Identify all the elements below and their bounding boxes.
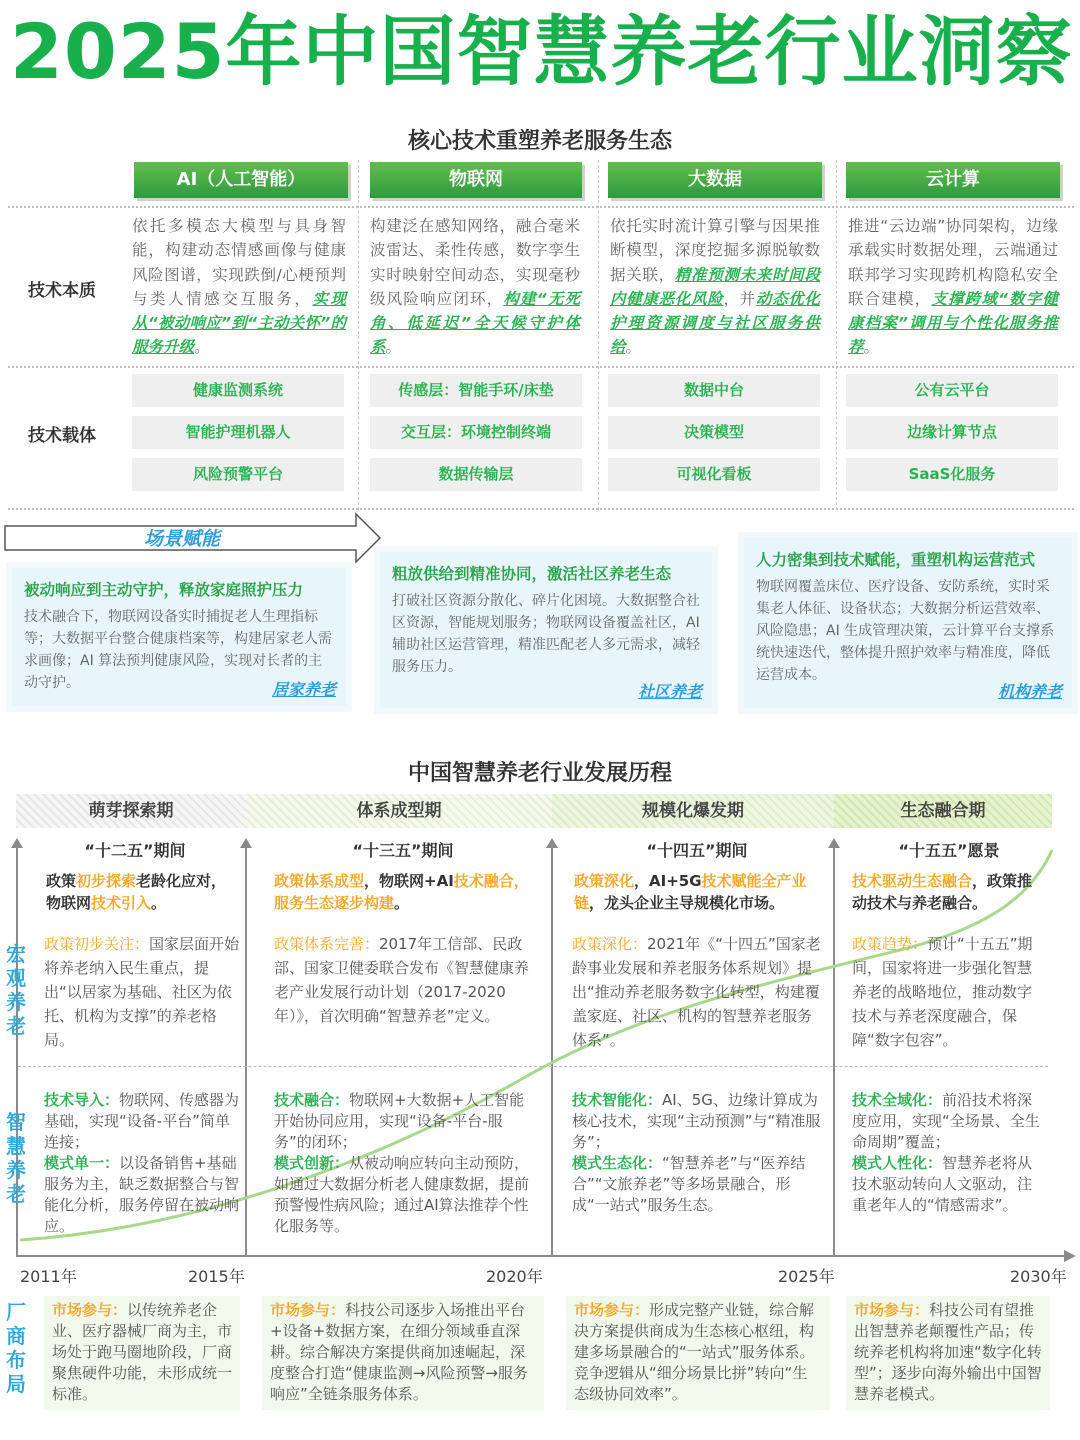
page-title: 2025年中国智慧养老行业洞察	[10, 7, 1073, 96]
tech-head-cloud: 云计算	[846, 162, 1060, 198]
year-label: 2025年	[778, 1267, 835, 1286]
phase-1: 萌芽探索期	[16, 794, 246, 828]
year-label: 2011年	[20, 1267, 77, 1286]
tech-section-title: 核心技术重塑养老服务生态	[407, 129, 672, 154]
market-box: 市场参与：科技公司有望推出智慧养老颠覆性产品；传统养老机构将加速“数字化转型”；逐步向海外输出中国智慧养老模式。	[846, 1296, 1050, 1410]
carrier-item: 数据传输层	[370, 458, 582, 491]
market-box: 市场参与：形成完整产业链，综合解决方案提供商成为生态核心枢纽，构建多场景融合的“一站式”服务体系。竞争逻辑从“细分场景比拼”转向“生态级协同效率”。	[566, 1296, 830, 1410]
market-box: 市场参与：以传统养老企业、医疗器械厂商为主，市场处于跑马圈地阶段，厂商聚焦硬件功能，未形成统一标准。	[44, 1296, 240, 1410]
smart-text: 技术智能化：AI、5G、边缘计算成为核心技术，实现“主动预测”与“精准服务”； 模式生态化：“智慧养老”与“医养结合”“文旅养老”等多场景融合，形成“一站式”服务生态。	[572, 1091, 821, 1214]
side-label-macro: 宏观养老	[6, 942, 26, 1038]
row-label-essence: 技术本质	[28, 281, 96, 301]
year-label: 2020年	[486, 1267, 543, 1286]
phase-3: 规模化爆发期	[552, 794, 834, 828]
scene-body: 打破社区资源分散化、碎片化困境。大数据整合社区资源，智能规划服务；物联网设备覆盖社区，AI 辅助社区运营管理，精准匹配老人多元需求，减轻服务压力。	[392, 593, 700, 675]
tech-head-ai: AI（人工智能）	[134, 162, 348, 198]
period-label: “十四五”期间	[646, 841, 748, 860]
macro-text: 政策深化：2021年《“十四五”国家老龄事业发展和养老服务体系规划》提出“推动养老服务数字化转型，构建覆盖家庭、社区、机构的智慧养老服务体系”。	[572, 935, 821, 1049]
essence-iot: 构建泛在感知网络，融合毫米波雷达、柔性传感，数字孪生实时映射空间动态，实现毫秒级风险响应闭环，构建“无死角、低延迟”全天候守护体系。	[370, 217, 580, 357]
carrier-item: 智能护理机器人	[132, 416, 344, 449]
scene-card-institution	[744, 538, 1072, 708]
period-lead: 政策深化，AI+5G技术赋能全产业链，龙头企业主导规模化市场。	[574, 872, 807, 912]
history-section-title: 中国智慧养老行业发展历程	[407, 761, 672, 786]
phase-2: 体系成型期	[246, 794, 552, 828]
carrier-item: 健康监测系统	[132, 374, 344, 407]
scene-heading: 粗放供给到精准协同，激活社区养老生态	[392, 565, 672, 583]
macro-text: 政策趋势：预计“十五五”期间，国家将进一步强化智慧养老的战略地位，推动数字技术与养老深度融合，保障“数字包容”。	[852, 935, 1033, 1049]
smart-text: 技术导入：物联网、传感器为基础，实现“设备-平台”简单连接； 模式单一：以设备销售+基础服务为主，缺乏数据整合与智能化分析，服务停留在被动响应。	[44, 1091, 240, 1235]
period-lead: 政策初步探索老龄化应对，物联网技术引入。	[46, 872, 227, 912]
period-label: “十二五”期间	[84, 841, 186, 860]
carrier-item: 决策模型	[608, 416, 820, 449]
tech-head-bigdata: 大数据	[608, 162, 822, 198]
carrier-item: 交互层：环境控制终端	[370, 416, 582, 449]
market-box: 市场参与：科技公司逐步入场推出平台+设备+数据方案，在细分领域垂直深耕。综合解决方案提供商加速崛起，深度整合打造“健康监测→风险预警→服务响应”全链条服务体系。	[262, 1296, 544, 1410]
scene-body: 物联网覆盖床位、医疗设备、安防系统，实时采集老人体征、设备状态；大数据分析运营效率、风险隐患；AI 生成管理决策，云计算平台支撑系统快速迭代，整体提升照护效率与精准度，降低运营成本。	[756, 579, 1055, 683]
carrier-item: 可视化看板	[608, 458, 820, 491]
phase-4: 生态融合期	[834, 794, 1052, 828]
year-label: 2030年	[1010, 1267, 1067, 1286]
scene-body: 技术融合下，物联网设备实时捕捉老人生理指标等；大数据平台整合健康档案等，构建居家老人需求画像；AI 算法预判健康风险，实现对长者的主动守护。	[24, 609, 332, 691]
scene-heading: 人力密集到技术赋能，重塑机构运营范式	[756, 551, 1036, 569]
scene-tag: 机构养老	[997, 682, 1062, 701]
scene-card-home	[12, 568, 346, 706]
scene-card-community	[380, 552, 712, 708]
side-label-market: 厂商布局	[6, 1300, 26, 1396]
macro-text: 政策初步关注：国家层面开始将养老纳入民生重点，提出“以居家为基础、社区为依托、机构为支撑”的养老格局。	[44, 935, 240, 1049]
scene-tag: 社区养老	[637, 682, 702, 701]
period-label: “十五五”愿景	[898, 841, 1000, 860]
period-lead: 技术驱动生态融合，政策推动技术与养老融合。	[852, 872, 1033, 912]
carrier-item: 边缘计算节点	[846, 416, 1058, 449]
macro-text: 政策体系完善：2017年工信部、民政部、国家卫健委联合发布《智慧健康养老产业发展行动计划（2017-2020年）》，首次明确“智慧养老”定义。	[274, 935, 530, 1025]
tech-head-iot: 物联网	[370, 162, 582, 198]
carrier-item: 数据中台	[608, 374, 820, 407]
smart-text: 技术全域化：前沿技术将深度应用，实现“全场景、全生命周期”覆盖； 模式人性化：智慧养老将从技术驱动转向人文驱动，注重老年人的“情感需求”。	[852, 1091, 1040, 1214]
year-label: 2015年	[188, 1267, 245, 1286]
period-lead: 政策体系成型，物联网+AI技术融合，服务生态逐步构建。	[274, 872, 529, 912]
carrier-item: SaaS化服务	[846, 458, 1058, 491]
row-label-carrier: 技术载体	[28, 426, 96, 446]
scene-arrow-label: 场景赋能	[144, 528, 221, 550]
carrier-item: 风险预警平台	[132, 458, 344, 491]
essence-ai: 依托多模态大模型与具身智能，构建动态情感画像与健康风险图谱，实现跌倒/心梗预判与类人情感交互服务，实现从“被动响应”到“主动关怀”的服务升级。	[132, 217, 346, 357]
scene-heading: 被动响应到主动守护，释放家庭照护压力	[24, 581, 304, 599]
side-label-smart: 智慧养老	[6, 1110, 26, 1206]
essence-cloud: 推进“云边端”协同架构，边缘承载实时数据处理，云端通过联邦学习实现跨机构隐私安全联合建模，支撑跨域“数字健康档案”调用与个性化服务推荐。	[848, 217, 1058, 357]
period-label: “十三五”期间	[352, 841, 454, 860]
carrier-item: 传感层：智能手环/床垫	[370, 374, 582, 407]
scene-tag: 居家养老	[271, 680, 336, 699]
carrier-item: 公有云平台	[846, 374, 1058, 407]
smart-text: 技术融合：物联网+大数据+人工智能开始协同应用，实现“设备-平台-服务”的闭环； 模式创新：从被动响应转向主动预防，如通过大数据分析老人健康数据，提前预警慢性病风险；通过AI算法推荐个性化服务等。	[274, 1091, 530, 1235]
essence-bigdata: 依托实时流计算引擎与因果推断模型，深度挖掘多源脱敏数据关联，精准预测未来时间段内健康恶化风险，并动态优化护理资源调度与社区服务供给。	[610, 217, 820, 357]
